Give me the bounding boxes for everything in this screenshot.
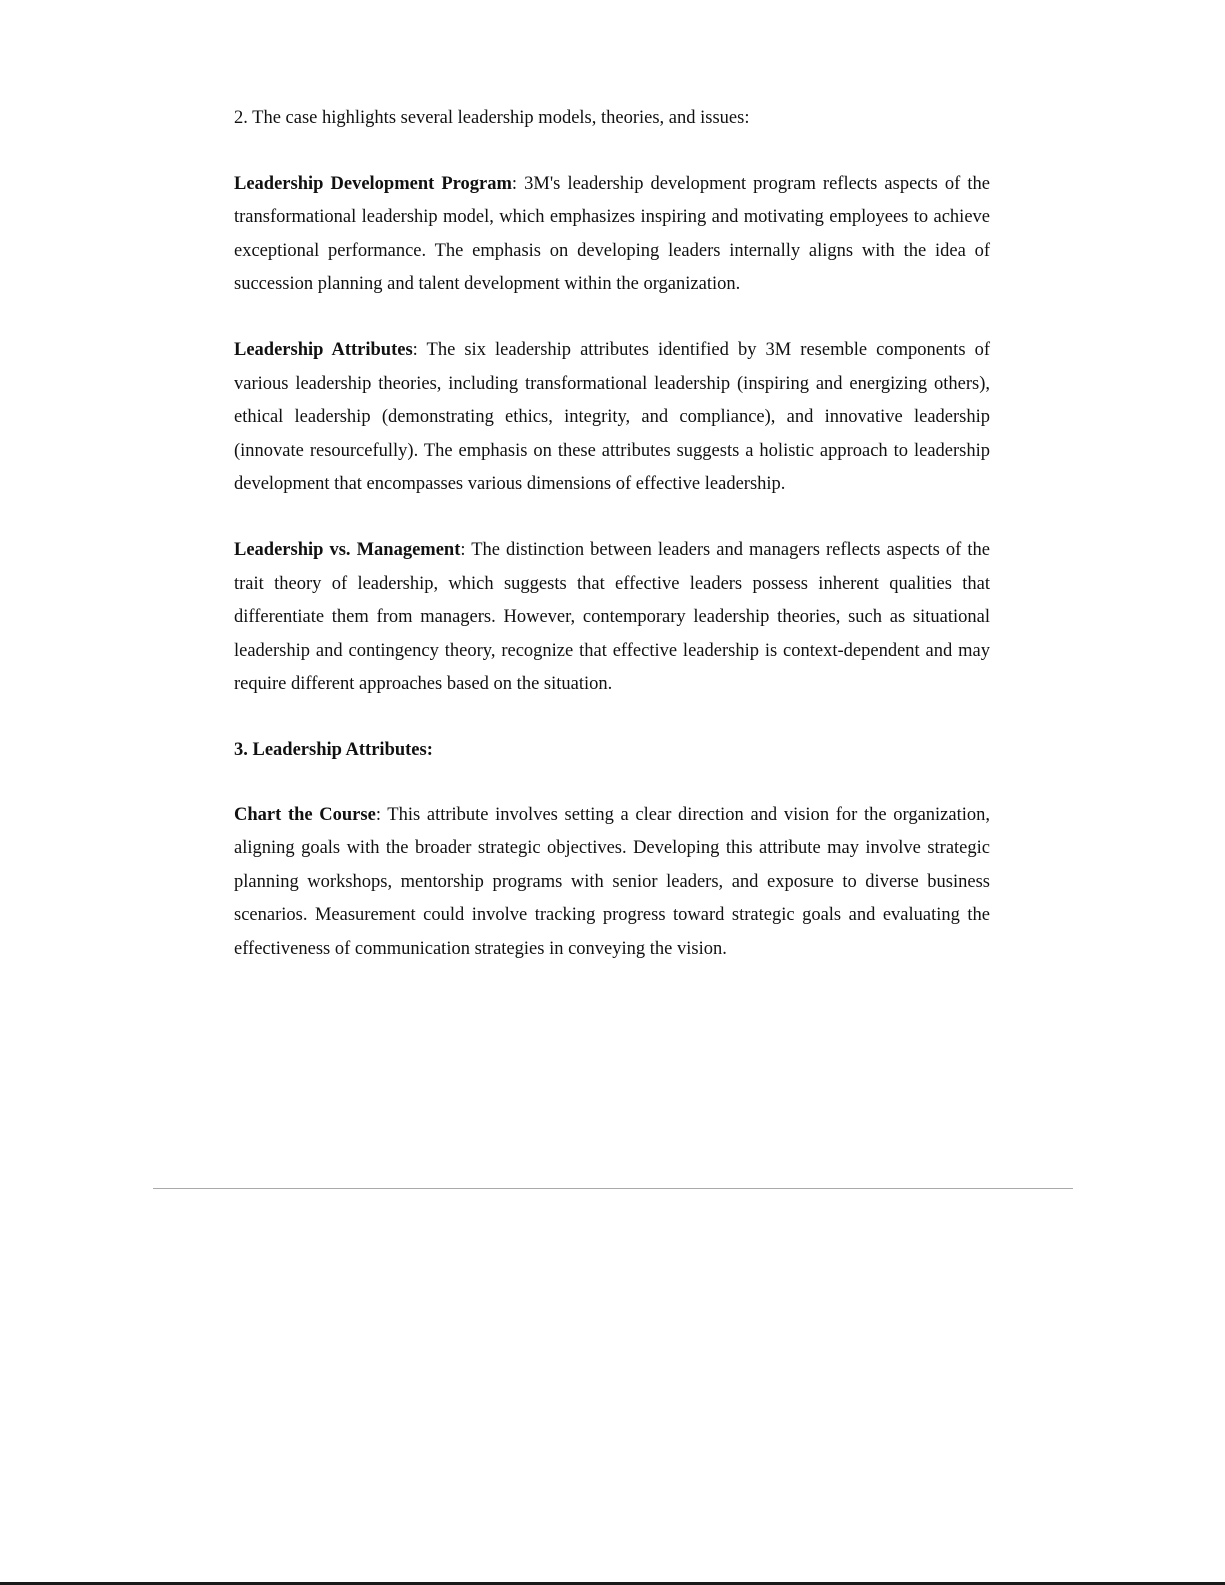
section-text: : The distinction between leaders and managers reflects aspects of the trait theory of leadership, which suggests that effective leaders possess inherent qualities that differentiate them from managers. However, contemporary leadership theories, such as situational leadership and contingency theory, recognize that effective leadership is context-dependent and may require different approaches based on the situation.	[234, 539, 990, 695]
section-leadership-attributes	[234, 334, 990, 502]
section-heading: 3. Leadership Attributes:	[234, 739, 433, 760]
section-term: Leadership Development Program	[234, 173, 512, 194]
section-leadership-vs-management	[234, 534, 990, 702]
section-text: : 3M's leadership development program reflects aspects of the transformational leadership model, which emphasizes inspiring and motivating employees to achieve exceptional performance. The emphasis on developing leaders internally aligns with the idea of succession planning and talent development within the organization.	[234, 173, 990, 295]
section-text: : The six leadership attributes identified by 3M resemble components of various leadership theories, including transformational leadership (inspiring and energizing others), ethical leadership (demonstrating ethics, integrity, and compliance), and innovative leadership (innovate resourcefully). The emphasis on these attributes suggests a holistic approach to leadership development that encompasses various dimensions of effective leadership.	[234, 339, 990, 495]
page-divider	[153, 1188, 1073, 1189]
attribute-term: Chart the Course	[234, 804, 376, 825]
document-body	[234, 102, 990, 966]
intro-paragraph: 2. The case highlights several leadership models, theories, and issues:	[234, 108, 750, 128]
attribute-chart-the-course	[234, 799, 990, 967]
section-leadership-development-program	[234, 168, 990, 302]
attribute-text: : This attribute involves setting a clear direction and vision for the organization, aligning goals with the broader strategic objectives. Developing this attribute may involve strategic planning workshops, mentorship programs with senior leaders, and exposure to diverse business scenarios. Measurement could involve tracking progress toward strategic goals and evaluating the effectiveness of communication strategies in conveying the vision.	[234, 804, 991, 959]
section-term: Leadership Attributes	[234, 339, 413, 360]
section-term: Leadership vs. Management	[234, 539, 461, 560]
